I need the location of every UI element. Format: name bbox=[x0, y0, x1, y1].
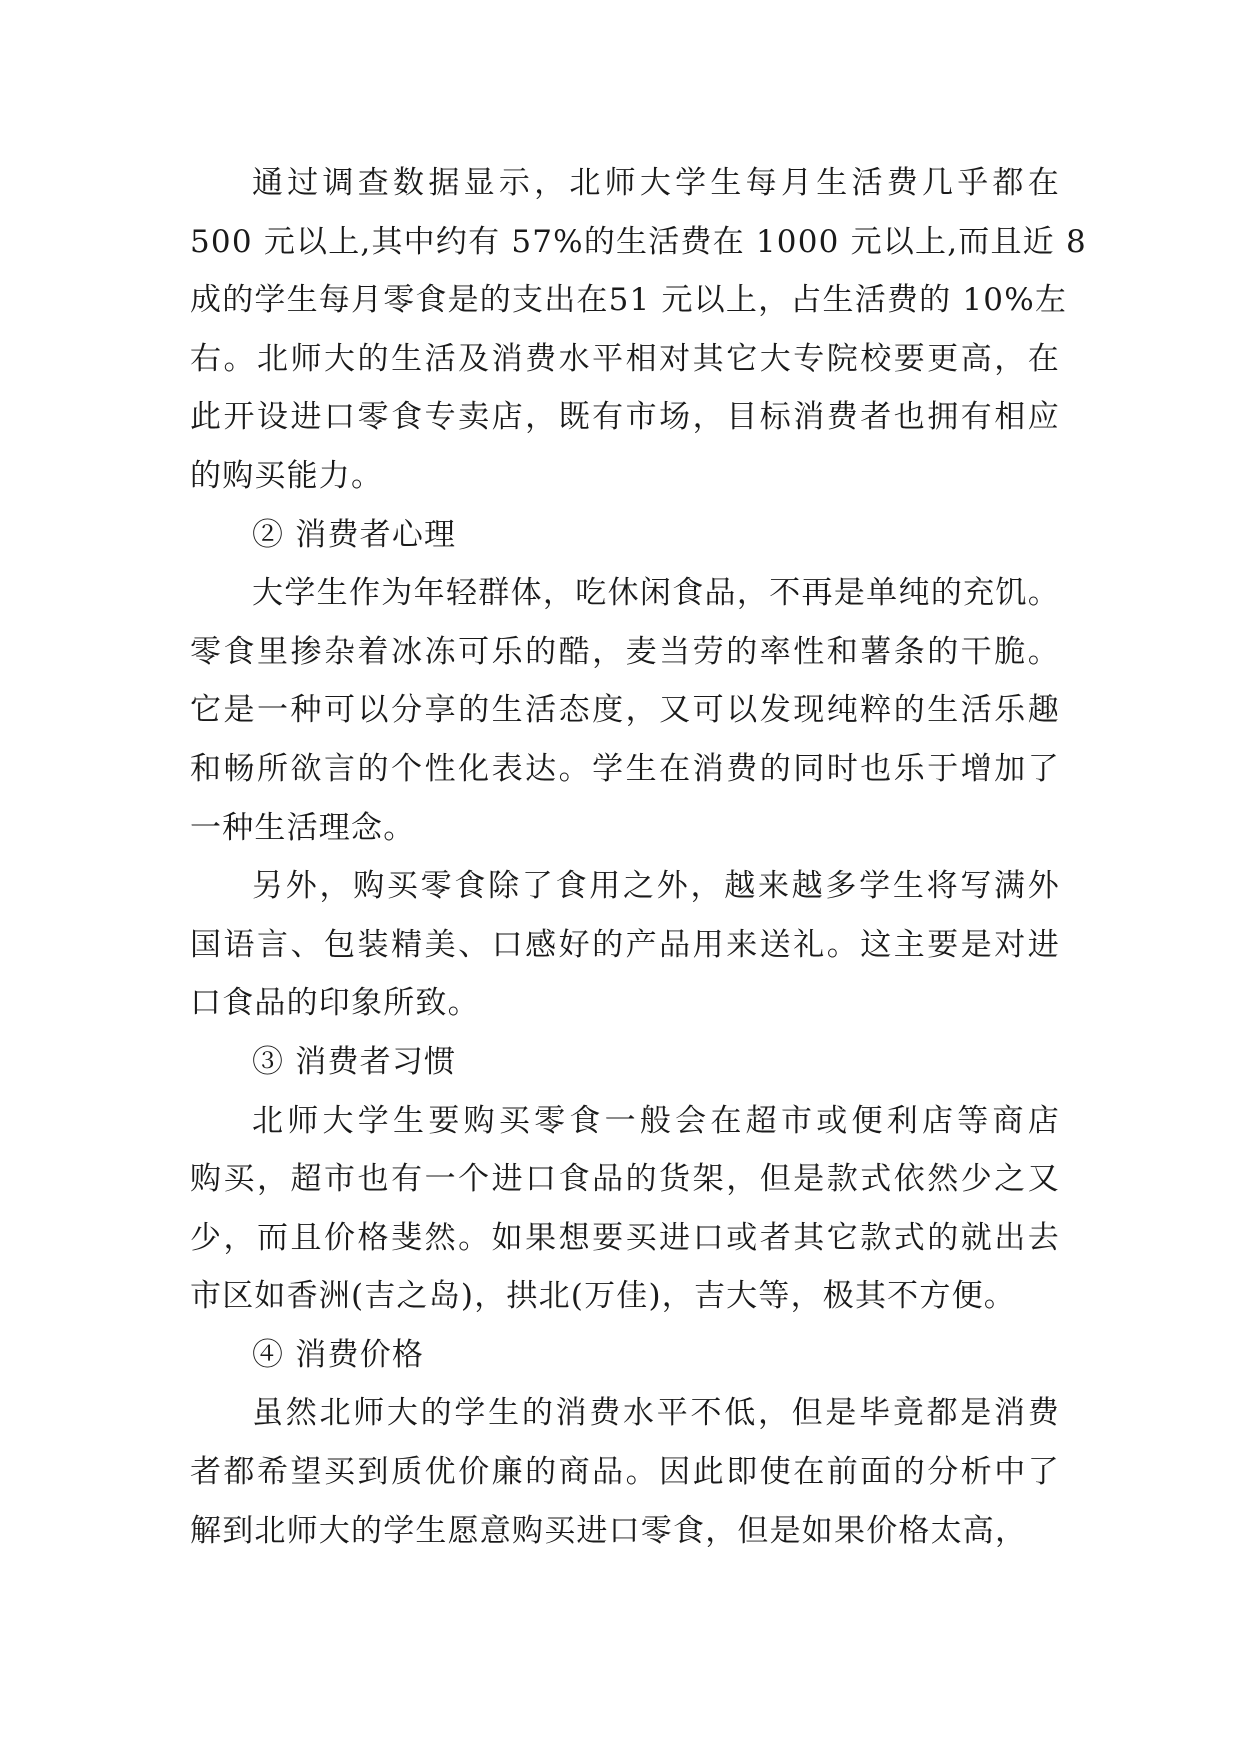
text-line: 此开设进口零食专卖店，既有市场，目标消费者也拥有相应 bbox=[190, 399, 1060, 436]
text-line: 500 元以上,其中约有 57%的生活费在 1000 元以上,而且近 8 bbox=[190, 223, 1087, 260]
text-line: 解到北师大的学生愿意购买进口零食，但是如果价格太高， bbox=[190, 1512, 1028, 1549]
text-line: 另外，购买零食除了食用之外，越来越多学生将写满外 bbox=[252, 868, 1060, 905]
text-line: 的购买能力。 bbox=[190, 457, 384, 494]
text-line: 购买，超市也有一个进口食品的货架，但是款式依然少之又 bbox=[190, 1161, 1060, 1198]
paragraph-consumer-psychology bbox=[190, 564, 1060, 857]
text-line: 和畅所欲言的个性化表达。学生在消费的同时也乐于增加了 bbox=[190, 750, 1060, 787]
text-line: 大学生作为年轻群体，吃休闲食品，不再是单纯的充饥。 bbox=[252, 575, 1060, 612]
text-line: 通过调查数据显示，北师大学生每月生活费几乎都在 bbox=[252, 165, 1060, 201]
text-line: 口食品的印象所致。 bbox=[190, 985, 480, 1022]
text-line: 零食里掺杂着冰冻可乐的酷，麦当劳的率性和薯条的干脆。 bbox=[190, 633, 1060, 670]
paragraph-consumer-price bbox=[190, 1384, 1060, 1560]
text-line: 右。北师大的生活及消费水平相对其它大专院校要更高，在 bbox=[190, 340, 1060, 377]
section-heading-consumer-habits: ③ 消费者习惯 bbox=[252, 1043, 457, 1080]
section-heading-consumer-psychology: ② 消费者心理 bbox=[252, 516, 457, 553]
text-line: 市区如香洲(吉之岛)，拱北(万佳)，吉大等，极其不方便。 bbox=[190, 1278, 1016, 1315]
text-line: 成的学生每月零食是的支出在51 元以上，占生活费的 10%左 bbox=[190, 282, 1068, 319]
paragraph-living-expenses bbox=[190, 154, 1087, 506]
section-heading-consumer-price: ④ 消费价格 bbox=[252, 1336, 425, 1373]
paragraph-consumer-habits bbox=[190, 1092, 1060, 1326]
text-line: 国语言、包装精美、口感好的产品用来送礼。这主要是对进 bbox=[190, 926, 1060, 963]
paragraph-gift-giving bbox=[190, 857, 1060, 1033]
text-line: 少，而且价格斐然。如果想要买进口或者其它款式的就出去 bbox=[190, 1219, 1060, 1256]
document-body bbox=[190, 154, 1087, 1560]
text-line: 北师大学生要购买零食一般会在超市或便利店等商店 bbox=[252, 1102, 1060, 1139]
text-line: 一种生活理念。 bbox=[190, 809, 416, 846]
text-line: 它是一种可以分享的生活态度，又可以发现纯粹的生活乐趣 bbox=[190, 692, 1060, 729]
text-line: 虽然北师大的学生的消费水平不低，但是毕竟都是消费 bbox=[252, 1395, 1060, 1432]
text-line: 者都希望买到质优价廉的商品。因此即使在前面的分析中了 bbox=[190, 1454, 1060, 1491]
